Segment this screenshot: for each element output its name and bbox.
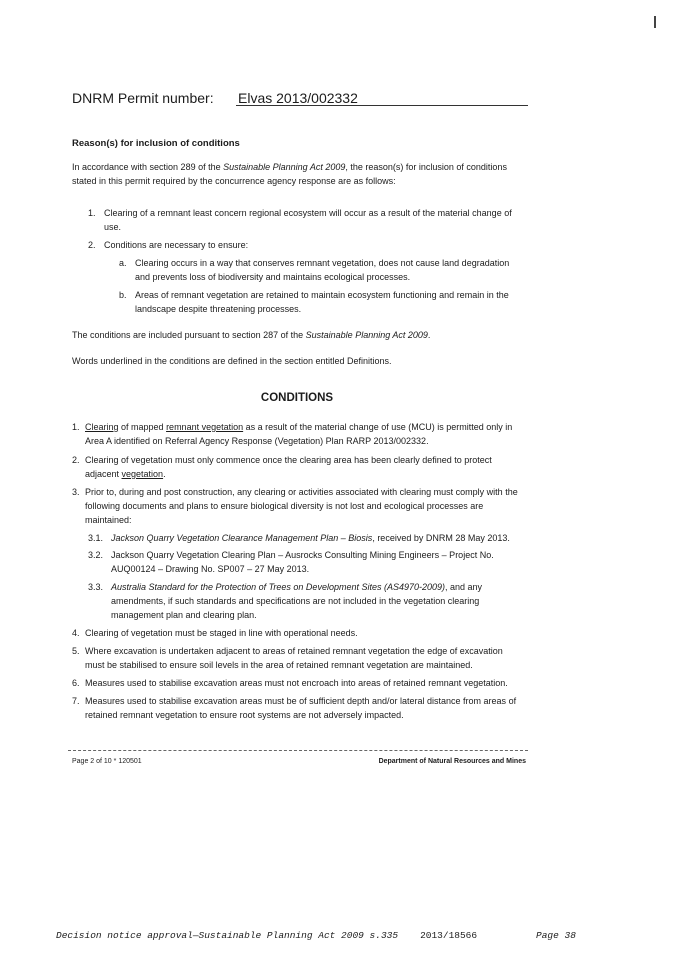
footer-page-number: Page 2 of 10 * 120501: [72, 758, 142, 765]
definitions-note: Words underlined in the conditions are defined in the section entitled Definitions.: [72, 356, 392, 366]
permit-number: Elvas 2013/002332: [238, 90, 358, 106]
conditions-title: CONDITIONS: [260, 392, 334, 404]
included-statement: The conditions are included pursuant to section 287 of the Sustainable Planning Act 2009.: [72, 330, 431, 340]
footer-department: Department of Natural Resources and Mines: [378, 758, 526, 765]
decision-notice-footer: [56, 930, 477, 941]
permit-label: DNRM Permit number:: [72, 90, 214, 106]
reasons-intro: In accordance with section 289 of the Sustainable Planning Act 2009, the reason(s) for inclusion of conditions stated in this permit required by the concurrence agency response are as follows:: [72, 162, 507, 186]
bottom-page-number: Page 38: [536, 930, 576, 941]
header-underline: [236, 105, 528, 106]
scan-mark: [654, 16, 656, 28]
decision-notice-reference: 2013/18566: [420, 930, 478, 941]
reasons-heading: Reason(s) for inclusion of conditions: [72, 138, 240, 149]
decision-notice-title: Decision notice approval—Sustainable Planning Act 2009 s.335: [56, 930, 399, 941]
footer-rule: [68, 750, 528, 751]
permit-header: [72, 88, 528, 108]
